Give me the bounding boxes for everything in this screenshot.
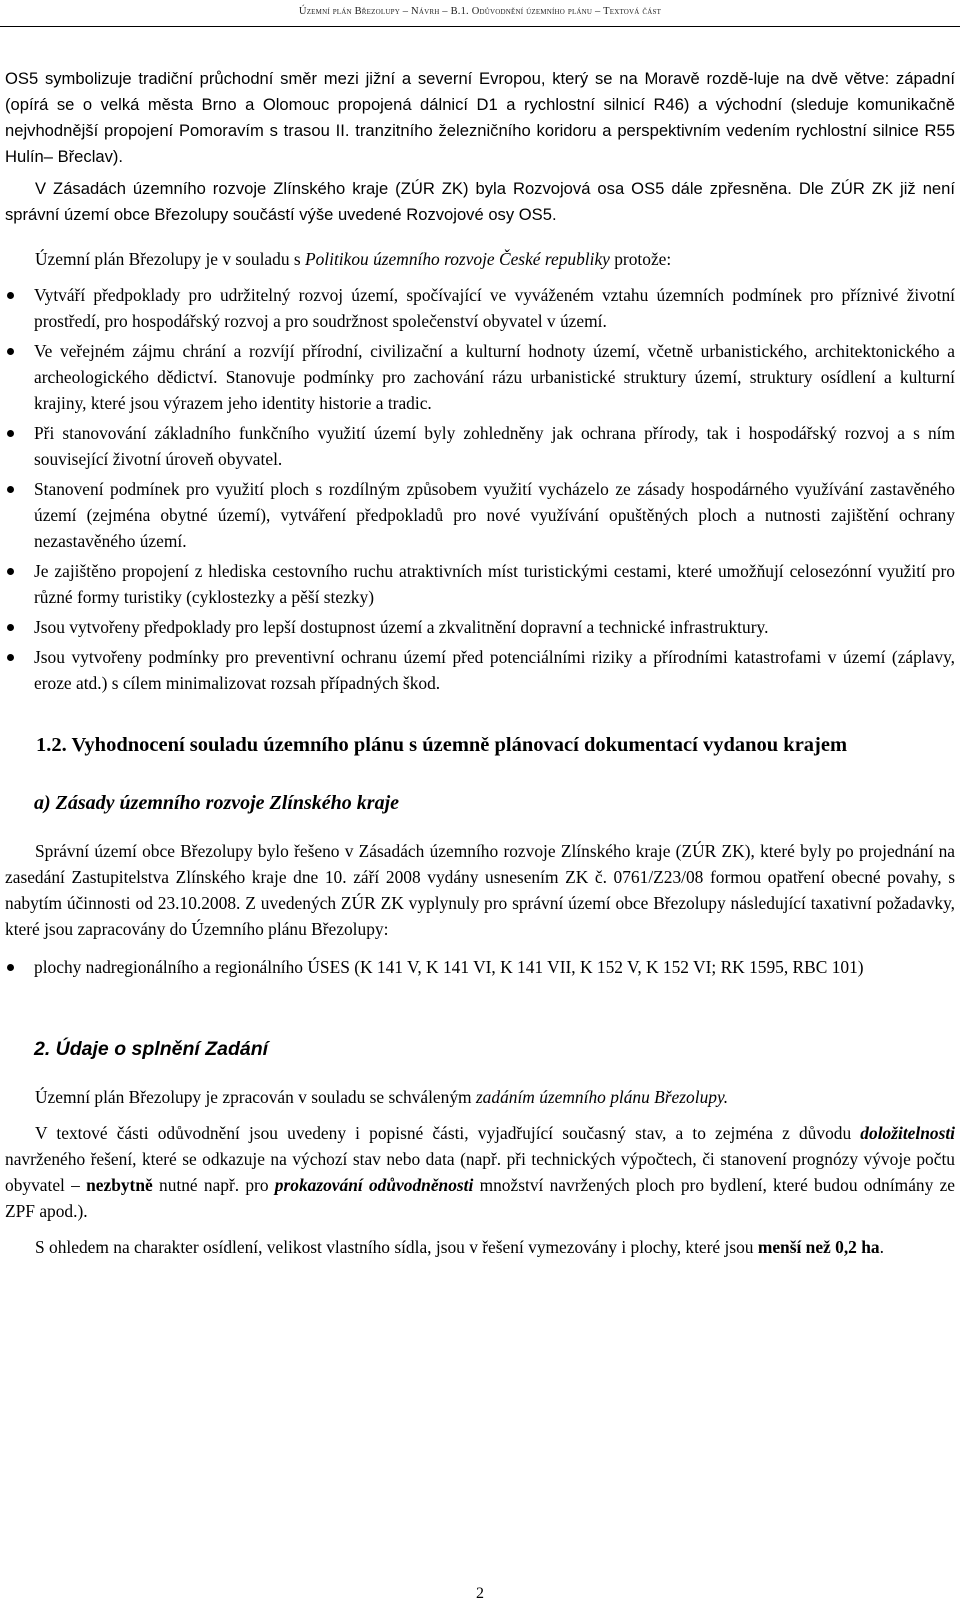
textova-cast-paragraph xyxy=(5,1120,955,1224)
zadani-paragraph xyxy=(5,1084,955,1110)
list-item: Jsou vytvořeny předpoklady pro lepší dostupnost území a zkvalitnění dopravní a technické infrastruktury. xyxy=(5,614,955,640)
paragraph-text: množství navržených ploch pro bydlení, které budou odnímány ze ZPF apod.). xyxy=(5,1175,956,1221)
politika-bullet-list xyxy=(5,282,955,696)
list-item: plochy nadregionálního a regionálního ÚSES (K 141 V, K 141 VI, K 141 VII, K 152 V, K 152 VI; RK 1595, RBC 101) xyxy=(5,954,955,980)
list-item: Vytváří předpoklady pro udržitelný rozvoj území, spočívající ve vyváženém vztahu územních podmínek pro příznivé životní prostředí, pro hospodářský rozvoj a pro soudržnost společenství obyvatel v území. xyxy=(5,282,955,334)
politika-lead xyxy=(5,246,955,272)
plochy-paragraph xyxy=(5,1234,955,1260)
list-item: Při stanovování základního funkčního využití území byly zohledněny jak ochrana přírody, tak i hospodářský rozvoj a s ním související životní úroveň obyvatel. xyxy=(5,420,955,472)
zur-paragraph: Správní území obce Březolupy bylo řešeno v Zásadách územního rozvoje Zlínského kraje (ZÚR ZK), které byly po projednání na zasedání Zastupitelstva Zlínského kraje dne 10. září 2008 vydány usnesením ZK č. 0761/Z23/08 formou opatření obecné povahy, s nabytím účinnosti od 23.10.2008. Z uvedených ZÚR ZK vyplynuly pro správní území obce Březolupy následující taxativní požadavky, které jsou zapracovány do Územního plánu Březolupy: xyxy=(5,841,955,939)
list-item: Stanovení podmínek pro využití ploch s rozdílným způsobem využití vycházelo ze zásady hospodárného využívání zastavěného území (zejména obytné území), vytváření předpokladů pro nové využívání opuštěných ploch a nutnosti zajištění ochrany nezastavěného území. xyxy=(5,476,955,554)
paragraph-text: navrženého řešení, které se odkazuje na výchozí stav nebo data (např. při technických výpočtech, či stanovení prognózy vývoje počtu obyvatel – xyxy=(5,1149,955,1195)
intro-paragraph-os5: OS5 symbolizuje tradiční průchodní směr mezi jižní a severní Evropou, který se na Moravě rozdě-luje na dvě větve: západní (opírá se o velká města Brno a Olomouc propojená dálnicí D1 a rychlostní silnicí R46) a východní (sleduje komunikačně nejvhodnější propojení Pomoravím s trasou II. tranzitního železničního koridoru a perspektivním vedením rychlostní silnice R55 Hulín– Břeclav). xyxy=(5,69,955,166)
subsection-heading-zur: a) Zásady územního rozvoje Zlínského kraje xyxy=(34,792,400,814)
paragraph-text: V textové části odůvodnění jsou uvedeny i popisné části, vyjadřující současný stav, a to zejména z důvodu xyxy=(35,1123,861,1143)
list-item: Je zajištěno propojení z hlediska cestovního ruchu atraktivních míst turistickými cestami, které umožňují celosezónní využití pro různé formy turistiky (cyklostezky a pěší stezky) xyxy=(5,558,955,610)
emphasis-nezbytne: nezbytně xyxy=(86,1175,153,1195)
header-rule xyxy=(0,26,960,27)
zur-bullet-list xyxy=(5,954,955,980)
section-heading-2: 2. Údaje o splnění Zadání xyxy=(34,1038,269,1060)
politika-lead-text-a: Územní plán Březolupy je v souladu s xyxy=(35,249,305,269)
zadani-text: Územní plán Březolupy je zpracován v souladu se schváleným xyxy=(35,1087,476,1107)
running-header: Územní plán Březolupy – Návrh – B.1. Odůvodnění územního plánu – Textová část xyxy=(298,6,662,17)
zadani-title: zadáním územního plánu Březolupy. xyxy=(475,1087,729,1107)
paragraph-text: nutné např. pro xyxy=(152,1175,275,1195)
intro-paragraph-zur: V Zásadách územního rozvoje Zlínského kraje (ZÚR ZK) byla Rozvojová osa OS5 dále zpřesněna. Dle ZÚR ZK již není správní území obce Březolupy součástí výše uvedené Rozvojové osy OS5. xyxy=(5,179,955,224)
emphasis-prokazovani: prokazování odůvodněnosti xyxy=(274,1175,474,1195)
emphasis-dolozitelnosti: doložitelnosti xyxy=(860,1123,955,1143)
list-item: Ve veřejném zájmu chrání a rozvíjí přírodní, civilizační a kulturní hodnoty území, včetně urbanistického, architektonického a archeologického dědictví. Stanovuje podmínky pro zachování rázu urbanistické struktury území, struktury osídlení a kulturní krajiny, které jsou výrazem jeho identity historie a tradic. xyxy=(5,338,955,416)
page-number: 2 xyxy=(476,1585,484,1602)
section-heading-1-2: 1.2. Vyhodnocení souladu územního plánu s územně plánovací dokumentací vydanou krajem xyxy=(36,734,848,756)
page-content xyxy=(5,66,955,1260)
paragraph-text: S ohledem na charakter osídlení, velikost vlastního sídla, jsou v řešení vymezovány i plochy, které jsou xyxy=(35,1237,758,1257)
paragraph-text: . xyxy=(879,1237,884,1257)
list-item: Jsou vytvořeny podmínky pro preventivní ochranu území před potenciálními riziky a přírodními katastrofami v území (záplavy, eroze atd.) s cílem minimalizovat rozsah případných škod. xyxy=(5,644,955,696)
emphasis-area: menší než 0,2 ha xyxy=(757,1237,880,1257)
politika-lead-title: Politikou územního rozvoje České republiky xyxy=(304,249,610,269)
politika-lead-text-b: protože: xyxy=(609,249,672,269)
